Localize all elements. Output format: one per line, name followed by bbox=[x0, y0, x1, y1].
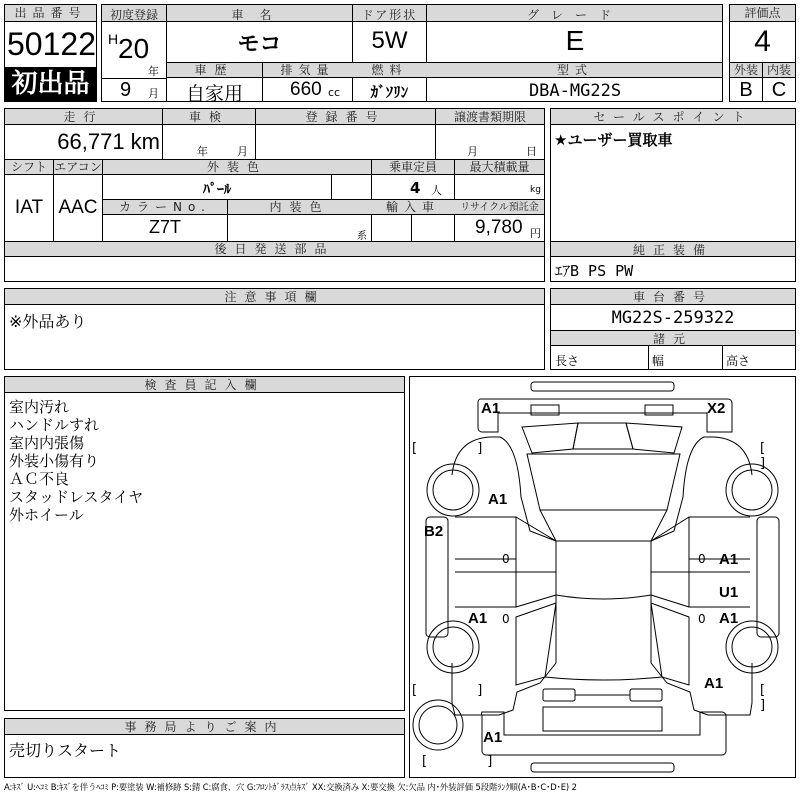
damage-mark-left-fender: A1 bbox=[488, 491, 508, 508]
color-no-label: カラーNo. bbox=[119, 200, 211, 214]
lot-block bbox=[4, 4, 97, 102]
capacity-label: 乗車定員 bbox=[388, 160, 437, 174]
tire-depth-right-front: 0 bbox=[698, 552, 706, 566]
tire-bracket-rear-right: [ ] bbox=[760, 683, 794, 713]
specs-label: 諸元 bbox=[551, 330, 795, 346]
legend-text: A:ｷｽﾞ U:ﾍｺﾐ B:ｷｽﾞを伴うﾍｺﾐ P:要塗装 W:補修跡 S:錆 C:腐食、穴 G:ﾌﾛﾝﾄｶﾞﾗｽ点ｷｽﾞ XX:交換済み X:要交換 欠:欠品 内･外装評価 5段階ﾗﾝｸ順(A･B･C･D･E) 2 bbox=[4, 782, 577, 792]
notes-label: 注意事項欄 bbox=[5, 289, 544, 305]
ext-color-label: 外装色 bbox=[206, 160, 267, 174]
car-damage-diagram bbox=[409, 376, 796, 778]
notes-value: ※外品あり bbox=[9, 312, 87, 331]
model-label: 型式 bbox=[556, 63, 593, 77]
vehicle-header-block bbox=[101, 4, 723, 105]
damage-mark-left-rear-door: A1 bbox=[468, 610, 488, 627]
exterior-grade: B bbox=[739, 79, 753, 101]
inspection-label: 車検 bbox=[188, 110, 229, 124]
inspector-line: ハンドルすれ bbox=[9, 416, 100, 434]
damage-mark-front-right: X2 bbox=[707, 400, 726, 417]
car-outline-icon bbox=[410, 377, 795, 777]
grade-label: グレード bbox=[526, 8, 623, 22]
tire-bracket-front-left: [ ] bbox=[412, 441, 511, 456]
damage-mark-right-rear-quarter: A1 bbox=[704, 675, 724, 692]
capacity-unit: 人 bbox=[431, 184, 442, 197]
door-value: 5W bbox=[371, 27, 408, 54]
exterior-label: 外装 bbox=[733, 63, 758, 77]
inspector-line: 外装小傷有り bbox=[9, 452, 100, 470]
equipment-value: ｴｱB PS PW bbox=[555, 262, 634, 280]
sales-point-value: ★ユーザー買取車 bbox=[554, 131, 673, 149]
reg-number-label: 登録番号 bbox=[305, 110, 386, 124]
registration-month: 9 bbox=[120, 79, 132, 101]
details-block bbox=[4, 108, 545, 282]
transfer-day-unit: 日 bbox=[526, 145, 537, 158]
chassis-value: MG22S-259322 bbox=[611, 308, 735, 328]
tire-depth-left-front: 0 bbox=[502, 552, 510, 566]
shift-value: IAT bbox=[14, 197, 44, 218]
displacement-label: 排気量 bbox=[280, 63, 335, 77]
lot-label: 出品番号 bbox=[5, 5, 96, 22]
car-name-label: 車名 bbox=[231, 8, 288, 22]
recycle-value: 9,780 bbox=[475, 217, 523, 238]
tire-depth-left-rear: 0 bbox=[502, 612, 510, 626]
car-name-value: モコ bbox=[237, 32, 282, 57]
specs-length: 長さ bbox=[555, 354, 580, 368]
damage-mark-right-rear-door: A1 bbox=[719, 610, 739, 627]
inspector-block bbox=[4, 376, 405, 711]
inspection-month-unit: 月 bbox=[237, 145, 248, 158]
recycle-label: リサイクル預託金 bbox=[460, 202, 539, 213]
later-parts-label: 後日発送部品 bbox=[5, 242, 544, 257]
first-listing-badge: 初出品 bbox=[5, 67, 96, 101]
office-block bbox=[4, 718, 405, 778]
ext-color-value: ﾊﾟｰﾙ bbox=[203, 182, 231, 198]
recycle-unit: 円 bbox=[530, 227, 541, 240]
year-unit: 年 bbox=[148, 65, 159, 78]
transfer-label: 譲渡書類期限 bbox=[453, 110, 526, 124]
max-load-label: 最大積載量 bbox=[469, 160, 530, 174]
sales-point-block bbox=[550, 108, 796, 282]
tire-depth-right-rear: 0 bbox=[698, 612, 706, 626]
import-label: 輸入車 bbox=[385, 200, 440, 214]
score-label: 評価点 bbox=[730, 5, 795, 22]
mileage-value: 66,771 km bbox=[57, 129, 160, 154]
office-value: 売切りスタート bbox=[9, 741, 122, 760]
capacity-value: 4 bbox=[410, 179, 421, 197]
max-load-unit: kg bbox=[530, 185, 541, 195]
registration-era: H bbox=[108, 31, 119, 47]
history-label: 車歴 bbox=[194, 63, 235, 77]
sales-point-label: セールスポイント bbox=[551, 109, 795, 125]
inspector-line: 室内内張傷 bbox=[9, 434, 85, 452]
chassis-label: 車台番号 bbox=[551, 289, 795, 305]
score-block bbox=[729, 4, 796, 102]
damage-mark-rear-bumper: A1 bbox=[483, 729, 503, 746]
tire-bracket-rear-left: [ ] bbox=[412, 683, 511, 698]
specs-height: 高さ bbox=[726, 354, 751, 368]
inspection-year-unit: 年 bbox=[197, 145, 208, 158]
notes-block bbox=[4, 288, 545, 370]
displacement-value: 660 bbox=[290, 79, 322, 100]
model-value: DBA-MG22S bbox=[528, 81, 622, 101]
transfer-month-unit: 月 bbox=[467, 145, 478, 158]
fuel-value: ｶﾞｿﾘﾝ bbox=[370, 83, 409, 101]
inspector-label: 検査員記入欄 bbox=[5, 377, 404, 393]
interior-grade: C bbox=[771, 79, 787, 101]
displacement-unit: cc bbox=[328, 86, 341, 99]
specs-width: 幅 bbox=[652, 354, 665, 368]
damage-mark-right-front-door: A1 bbox=[719, 551, 739, 568]
damage-mark-right-roof: U1 bbox=[719, 584, 739, 601]
fuel-label: 燃料 bbox=[371, 63, 408, 77]
registration-label: 初度登録 bbox=[109, 8, 158, 22]
chassis-block bbox=[550, 288, 796, 370]
registration-year: 20 bbox=[118, 33, 150, 64]
damage-mark-left-front-side: B2 bbox=[424, 523, 444, 540]
color-no-value: Z7T bbox=[148, 217, 181, 237]
lot-number: 50122 bbox=[7, 26, 96, 62]
inspector-line: 外ホイール bbox=[9, 506, 84, 524]
interior-label: 内装 bbox=[766, 63, 791, 77]
tire-bracket-spare: [ ] bbox=[422, 754, 521, 769]
month-unit: 月 bbox=[148, 87, 159, 100]
door-label: ドア形状 bbox=[361, 8, 418, 22]
inspector-line: スタッドレスタイヤ bbox=[9, 488, 144, 506]
score-value: 4 bbox=[754, 25, 771, 58]
aircon-value: AAC bbox=[58, 197, 98, 218]
inspector-line: ＡＣ不良 bbox=[9, 470, 70, 488]
equipment-label: 純正装備 bbox=[551, 241, 795, 257]
office-label: 事務局よりご案内 bbox=[5, 719, 404, 735]
mileage-label: 走行 bbox=[63, 110, 104, 124]
int-color-suffix: 系 bbox=[357, 231, 367, 242]
shift-label: シフト bbox=[10, 160, 47, 174]
aircon-label: エアコン bbox=[54, 160, 102, 174]
damage-mark-front-left: A1 bbox=[481, 400, 501, 417]
tire-bracket-front-right: [ ] bbox=[760, 441, 794, 471]
int-color-label: 内装色 bbox=[269, 200, 330, 214]
grade-value: E bbox=[565, 25, 585, 56]
inspector-line: 室内汚れ bbox=[9, 398, 70, 416]
history-value: 自家用 bbox=[185, 83, 243, 105]
